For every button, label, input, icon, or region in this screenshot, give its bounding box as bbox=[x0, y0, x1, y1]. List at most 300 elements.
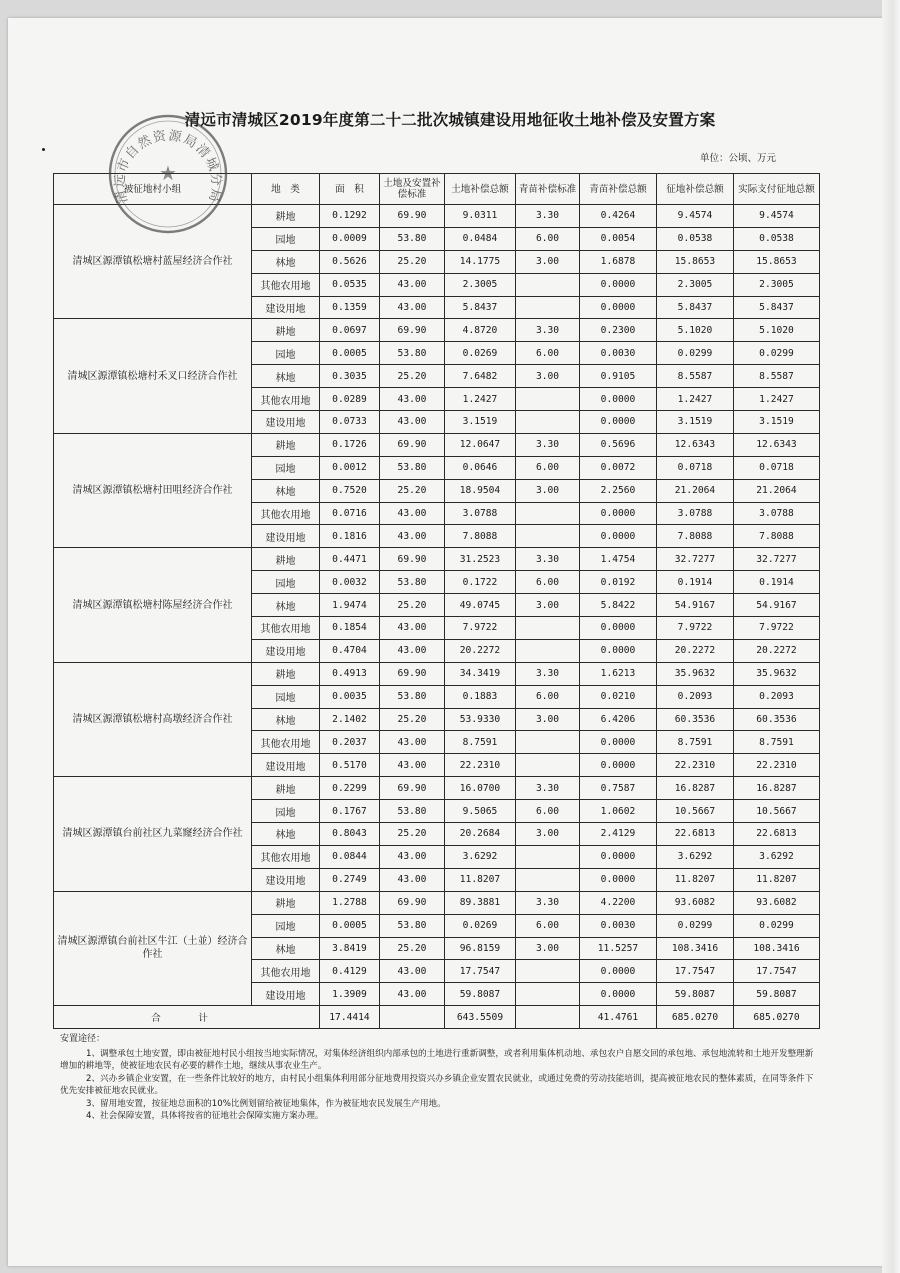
actual-total-cell: 22.6813 bbox=[734, 823, 820, 846]
area-cell: 0.5626 bbox=[320, 250, 380, 273]
land-total-cell: 7.9722 bbox=[445, 617, 516, 640]
standard-cell: 53.80 bbox=[380, 456, 445, 479]
land-type-cell: 园地 bbox=[252, 227, 320, 250]
land-type-cell: 耕地 bbox=[252, 662, 320, 685]
standard-cell: 43.00 bbox=[380, 388, 445, 411]
crop-standard-cell bbox=[516, 960, 580, 983]
crop-total-cell: 0.0000 bbox=[580, 731, 657, 754]
total-area: 17.4414 bbox=[320, 1006, 380, 1029]
standard-cell: 25.20 bbox=[380, 365, 445, 388]
crop-standard-cell: 3.00 bbox=[516, 937, 580, 960]
total-actual: 685.0270 bbox=[734, 1006, 820, 1029]
crop-total-cell: 1.0602 bbox=[580, 800, 657, 823]
crop-standard-cell: 3.00 bbox=[516, 708, 580, 731]
crop-total-cell: 0.0054 bbox=[580, 227, 657, 250]
actual-total-cell: 5.8437 bbox=[734, 296, 820, 319]
seal-star-icon: ★ bbox=[159, 161, 177, 185]
expropriation-total-cell: 8.5587 bbox=[657, 365, 734, 388]
crop-standard-cell bbox=[516, 731, 580, 754]
standard-cell: 25.20 bbox=[380, 250, 445, 273]
standard-cell: 69.90 bbox=[380, 891, 445, 914]
table-header-row bbox=[54, 174, 820, 205]
crop-standard-cell: 3.30 bbox=[516, 205, 580, 228]
actual-total-cell: 0.0538 bbox=[734, 227, 820, 250]
table-row bbox=[54, 319, 820, 342]
crop-total-cell: 0.0192 bbox=[580, 571, 657, 594]
crop-total-cell: 0.0000 bbox=[580, 754, 657, 777]
area-cell: 0.2299 bbox=[320, 777, 380, 800]
table-row bbox=[54, 662, 820, 685]
header-land-type: 地 类 bbox=[252, 174, 320, 205]
area-cell: 0.0733 bbox=[320, 411, 380, 434]
cooperative-name: 清城区源潭镇台前社区九菜窿经济合作社 bbox=[54, 777, 252, 891]
crop-standard-cell bbox=[516, 411, 580, 434]
crop-total-cell: 0.0000 bbox=[580, 296, 657, 319]
standard-cell: 53.80 bbox=[380, 571, 445, 594]
crop-standard-cell: 3.00 bbox=[516, 365, 580, 388]
crop-standard-cell: 3.00 bbox=[516, 594, 580, 617]
expropriation-total-cell: 0.0299 bbox=[657, 342, 734, 365]
actual-total-cell: 7.8088 bbox=[734, 525, 820, 548]
crop-standard-cell: 3.30 bbox=[516, 548, 580, 571]
expropriation-total-cell: 93.6082 bbox=[657, 891, 734, 914]
crop-total-cell: 0.0000 bbox=[580, 617, 657, 640]
land-total-cell: 34.3419 bbox=[445, 662, 516, 685]
crop-total-cell: 0.0000 bbox=[580, 960, 657, 983]
crop-total-cell: 0.0030 bbox=[580, 914, 657, 937]
expropriation-total-cell: 2.3005 bbox=[657, 273, 734, 296]
crop-total-cell: 0.0000 bbox=[580, 502, 657, 525]
actual-total-cell: 21.2064 bbox=[734, 479, 820, 502]
standard-cell: 43.00 bbox=[380, 639, 445, 662]
land-type-cell: 其他农用地 bbox=[252, 273, 320, 296]
standard-cell: 69.90 bbox=[380, 777, 445, 800]
expropriation-total-cell: 3.1519 bbox=[657, 411, 734, 434]
area-cell: 1.9474 bbox=[320, 594, 380, 617]
cooperative-name: 清城区源潭镇台前社区牛江（土並）经济合作社 bbox=[54, 891, 252, 1005]
land-type-cell: 耕地 bbox=[252, 777, 320, 800]
land-total-cell: 20.2272 bbox=[445, 639, 516, 662]
crop-standard-cell: 6.00 bbox=[516, 800, 580, 823]
area-cell: 2.1402 bbox=[320, 708, 380, 731]
crop-standard-cell: 6.00 bbox=[516, 685, 580, 708]
crop-standard-cell bbox=[516, 639, 580, 662]
land-total-cell: 0.0646 bbox=[445, 456, 516, 479]
actual-total-cell: 1.2427 bbox=[734, 388, 820, 411]
land-total-cell: 8.7591 bbox=[445, 731, 516, 754]
standard-cell: 25.20 bbox=[380, 594, 445, 617]
area-cell: 0.0716 bbox=[320, 502, 380, 525]
actual-total-cell: 0.0299 bbox=[734, 342, 820, 365]
actual-total-cell: 0.0718 bbox=[734, 456, 820, 479]
scan-speck bbox=[42, 148, 45, 151]
crop-total-cell: 1.6213 bbox=[580, 662, 657, 685]
actual-total-cell: 16.8287 bbox=[734, 777, 820, 800]
land-type-cell: 林地 bbox=[252, 479, 320, 502]
actual-total-cell: 17.7547 bbox=[734, 960, 820, 983]
standard-cell: 43.00 bbox=[380, 273, 445, 296]
area-cell: 0.0697 bbox=[320, 319, 380, 342]
land-total-cell: 3.6292 bbox=[445, 845, 516, 868]
expropriation-total-cell: 11.8207 bbox=[657, 868, 734, 891]
land-type-cell: 耕地 bbox=[252, 548, 320, 571]
area-cell: 0.5170 bbox=[320, 754, 380, 777]
land-total-cell: 20.2684 bbox=[445, 823, 516, 846]
land-type-cell: 其他农用地 bbox=[252, 502, 320, 525]
actual-total-cell: 9.4574 bbox=[734, 205, 820, 228]
note-item: 2、兴办乡镇企业安置，在一些条件比较好的地方，由村民小组集体利用部分征地费用投资兴办乡镇企业安置农民就业，或通过免费的劳动技能培训，提高被征地农民的整体素质，在同等条件下优先安排被征地农民就业。 bbox=[60, 1073, 814, 1096]
land-type-cell: 耕地 bbox=[252, 433, 320, 456]
actual-total-cell: 59.8087 bbox=[734, 983, 820, 1006]
land-type-cell: 耕地 bbox=[252, 891, 320, 914]
actual-total-cell: 15.8653 bbox=[734, 250, 820, 273]
land-total-cell: 17.7547 bbox=[445, 960, 516, 983]
table-row bbox=[54, 433, 820, 456]
expropriation-total-cell: 0.0718 bbox=[657, 456, 734, 479]
standard-cell: 53.80 bbox=[380, 342, 445, 365]
note-item: 3、留用地安置，按征地总面积的10%比例划留给被征地集体，作为被征地农民发展生产用地。 bbox=[86, 1098, 446, 1109]
crop-total-cell: 0.0210 bbox=[580, 685, 657, 708]
crop-standard-cell: 3.30 bbox=[516, 777, 580, 800]
crop-total-cell: 0.0000 bbox=[580, 388, 657, 411]
land-total-cell: 22.2310 bbox=[445, 754, 516, 777]
crop-standard-cell bbox=[516, 983, 580, 1006]
actual-total-cell: 5.1020 bbox=[734, 319, 820, 342]
crop-standard-cell bbox=[516, 273, 580, 296]
expropriation-total-cell: 54.9167 bbox=[657, 594, 734, 617]
actual-total-cell: 3.1519 bbox=[734, 411, 820, 434]
actual-total-cell: 0.1914 bbox=[734, 571, 820, 594]
expropriation-total-cell: 15.8653 bbox=[657, 250, 734, 273]
area-cell: 0.0032 bbox=[320, 571, 380, 594]
land-type-cell: 林地 bbox=[252, 250, 320, 273]
area-cell: 0.0012 bbox=[320, 456, 380, 479]
actual-total-cell: 60.3536 bbox=[734, 708, 820, 731]
crop-standard-cell: 3.30 bbox=[516, 319, 580, 342]
land-type-cell: 其他农用地 bbox=[252, 845, 320, 868]
crop-total-cell: 0.0000 bbox=[580, 868, 657, 891]
expropriation-total-cell: 12.6343 bbox=[657, 433, 734, 456]
area-cell: 0.0009 bbox=[320, 227, 380, 250]
crop-standard-cell: 6.00 bbox=[516, 914, 580, 937]
crop-total-cell: 0.0072 bbox=[580, 456, 657, 479]
crop-total-cell: 0.9105 bbox=[580, 365, 657, 388]
crop-total-cell: 0.2300 bbox=[580, 319, 657, 342]
actual-total-cell: 11.8207 bbox=[734, 868, 820, 891]
land-type-cell: 建设用地 bbox=[252, 754, 320, 777]
area-cell: 0.4129 bbox=[320, 960, 380, 983]
crop-standard-cell bbox=[516, 502, 580, 525]
land-type-cell: 林地 bbox=[252, 365, 320, 388]
land-total-cell: 0.1883 bbox=[445, 685, 516, 708]
standard-cell: 43.00 bbox=[380, 868, 445, 891]
header-crop-standard: 青苗补偿标准 bbox=[516, 174, 580, 205]
area-cell: 0.1359 bbox=[320, 296, 380, 319]
crop-total-cell: 0.4264 bbox=[580, 205, 657, 228]
actual-total-cell: 32.7277 bbox=[734, 548, 820, 571]
area-cell: 0.0035 bbox=[320, 685, 380, 708]
expropriation-total-cell: 9.4574 bbox=[657, 205, 734, 228]
land-total-cell: 1.2427 bbox=[445, 388, 516, 411]
land-type-cell: 其他农用地 bbox=[252, 617, 320, 640]
crop-standard-cell: 6.00 bbox=[516, 342, 580, 365]
standard-cell: 53.80 bbox=[380, 914, 445, 937]
actual-total-cell: 3.6292 bbox=[734, 845, 820, 868]
land-total-cell: 18.9504 bbox=[445, 479, 516, 502]
area-cell: 0.7520 bbox=[320, 479, 380, 502]
land-type-cell: 建设用地 bbox=[252, 983, 320, 1006]
standard-cell: 69.90 bbox=[380, 205, 445, 228]
unit-label: 单位：公顷、万元 bbox=[700, 153, 777, 164]
actual-total-cell: 93.6082 bbox=[734, 891, 820, 914]
land-total-cell: 4.8720 bbox=[445, 319, 516, 342]
scan-edge bbox=[882, 0, 900, 1273]
actual-total-cell: 0.2093 bbox=[734, 685, 820, 708]
crop-total-cell: 0.7587 bbox=[580, 777, 657, 800]
total-row bbox=[54, 1006, 820, 1029]
land-total-cell: 11.8207 bbox=[445, 868, 516, 891]
standard-cell: 43.00 bbox=[380, 960, 445, 983]
land-type-cell: 林地 bbox=[252, 823, 320, 846]
standard-cell: 43.00 bbox=[380, 731, 445, 754]
header-expropriation-total: 征地补偿总额 bbox=[657, 174, 734, 205]
area-cell: 0.8043 bbox=[320, 823, 380, 846]
expropriation-total-cell: 1.2427 bbox=[657, 388, 734, 411]
land-type-cell: 园地 bbox=[252, 800, 320, 823]
crop-standard-cell bbox=[516, 296, 580, 319]
land-total-cell: 3.1519 bbox=[445, 411, 516, 434]
land-type-cell: 建设用地 bbox=[252, 868, 320, 891]
expropriation-total-cell: 3.0788 bbox=[657, 502, 734, 525]
standard-cell: 43.00 bbox=[380, 296, 445, 319]
cooperative-name: 清城区源潭镇松塘村蓝屋经济合作社 bbox=[54, 205, 252, 319]
header-standard: 土地及安置补偿标准 bbox=[380, 174, 445, 205]
expropriation-total-cell: 0.2093 bbox=[657, 685, 734, 708]
note-item: 4、社会保障安置，具体将按省的征地社会保障实施方案办理。 bbox=[86, 1111, 324, 1121]
note-item: 1、调整承包土地安置，即由被征地村民小组按当地实际情况，对集体经济组织内部承包的土地进行重新调整，或者利用集体机动地、承包农户自愿交回的承包地、承包地流转和土地开发整理新增加的耕地等，使被征地农民有必要的耕作土地，继续从事农业生产。 bbox=[60, 1048, 814, 1071]
area-cell: 0.0535 bbox=[320, 273, 380, 296]
area-cell: 0.0005 bbox=[320, 342, 380, 365]
cooperative-name: 清城区源潭镇松塘村高墩经济合作社 bbox=[54, 662, 252, 776]
header-group: 被征地村小组 bbox=[54, 174, 252, 205]
area-cell: 0.0844 bbox=[320, 845, 380, 868]
land-total-cell: 0.1722 bbox=[445, 571, 516, 594]
cooperative-name: 清城区源潭镇松塘村禾叉口经济合作社 bbox=[54, 319, 252, 433]
cooperative-name: 清城区源潭镇松塘村田咀经济合作社 bbox=[54, 433, 252, 547]
header-crop-total: 青苗补偿总额 bbox=[580, 174, 657, 205]
area-cell: 0.4913 bbox=[320, 662, 380, 685]
expropriation-total-cell: 0.0538 bbox=[657, 227, 734, 250]
crop-standard-cell: 3.30 bbox=[516, 662, 580, 685]
crop-total-cell: 0.0000 bbox=[580, 983, 657, 1006]
crop-total-cell: 0.0000 bbox=[580, 639, 657, 662]
land-type-cell: 其他农用地 bbox=[252, 388, 320, 411]
header-land-total: 土地补偿总额 bbox=[445, 174, 516, 205]
table-row bbox=[54, 205, 820, 228]
expropriation-total-cell: 3.6292 bbox=[657, 845, 734, 868]
land-type-cell: 园地 bbox=[252, 685, 320, 708]
crop-total-cell: 6.4206 bbox=[580, 708, 657, 731]
standard-cell: 69.90 bbox=[380, 662, 445, 685]
area-cell: 3.8419 bbox=[320, 937, 380, 960]
standard-cell: 43.00 bbox=[380, 983, 445, 1006]
standard-cell: 53.80 bbox=[380, 800, 445, 823]
area-cell: 0.1767 bbox=[320, 800, 380, 823]
land-total-cell: 0.0269 bbox=[445, 342, 516, 365]
actual-total-cell: 0.0299 bbox=[734, 914, 820, 937]
land-type-cell: 建设用地 bbox=[252, 411, 320, 434]
area-cell: 0.1726 bbox=[320, 433, 380, 456]
actual-total-cell: 7.9722 bbox=[734, 617, 820, 640]
area-cell: 1.3909 bbox=[320, 983, 380, 1006]
expropriation-total-cell: 59.8087 bbox=[657, 983, 734, 1006]
resettlement-notes bbox=[60, 1033, 820, 1123]
expropriation-total-cell: 0.1914 bbox=[657, 571, 734, 594]
expropriation-total-cell: 60.3536 bbox=[657, 708, 734, 731]
area-cell: 0.0005 bbox=[320, 914, 380, 937]
area-cell: 0.2749 bbox=[320, 868, 380, 891]
land-type-cell: 其他农用地 bbox=[252, 731, 320, 754]
crop-total-cell: 0.5696 bbox=[580, 433, 657, 456]
table-row bbox=[54, 777, 820, 800]
expropriation-total-cell: 10.5667 bbox=[657, 800, 734, 823]
area-cell: 0.1292 bbox=[320, 205, 380, 228]
land-total-cell: 7.6482 bbox=[445, 365, 516, 388]
land-total-cell: 53.9330 bbox=[445, 708, 516, 731]
area-cell: 1.2788 bbox=[320, 891, 380, 914]
land-total-cell: 14.1775 bbox=[445, 250, 516, 273]
notes-heading: 安置途径： bbox=[60, 1034, 106, 1044]
expropriation-total-cell: 21.2064 bbox=[657, 479, 734, 502]
expropriation-total-cell: 17.7547 bbox=[657, 960, 734, 983]
crop-standard-cell bbox=[516, 845, 580, 868]
crop-total-cell: 4.2200 bbox=[580, 891, 657, 914]
land-total-cell: 9.5065 bbox=[445, 800, 516, 823]
crop-standard-cell bbox=[516, 868, 580, 891]
actual-total-cell: 10.5667 bbox=[734, 800, 820, 823]
crop-standard-cell: 6.00 bbox=[516, 227, 580, 250]
actual-total-cell: 8.5587 bbox=[734, 365, 820, 388]
land-type-cell: 耕地 bbox=[252, 205, 320, 228]
expropriation-total-cell: 8.7591 bbox=[657, 731, 734, 754]
table-body bbox=[54, 205, 820, 1006]
expropriation-total-cell: 5.1020 bbox=[657, 319, 734, 342]
land-total-cell: 0.0269 bbox=[445, 914, 516, 937]
total-crop: 41.4761 bbox=[580, 1006, 657, 1029]
total-label: 合 计 bbox=[54, 1006, 320, 1029]
land-type-cell: 园地 bbox=[252, 456, 320, 479]
expropriation-total-cell: 32.7277 bbox=[657, 548, 734, 571]
area-cell: 0.1816 bbox=[320, 525, 380, 548]
crop-standard-cell: 3.30 bbox=[516, 433, 580, 456]
land-total-cell: 96.8159 bbox=[445, 937, 516, 960]
actual-total-cell: 108.3416 bbox=[734, 937, 820, 960]
expropriation-total-cell: 35.9632 bbox=[657, 662, 734, 685]
area-cell: 0.2037 bbox=[320, 731, 380, 754]
standard-cell: 69.90 bbox=[380, 319, 445, 342]
land-total-cell: 2.3005 bbox=[445, 273, 516, 296]
land-total-cell: 12.0647 bbox=[445, 433, 516, 456]
standard-cell: 25.20 bbox=[380, 937, 445, 960]
standard-cell: 43.00 bbox=[380, 754, 445, 777]
land-type-cell: 园地 bbox=[252, 342, 320, 365]
table-row bbox=[54, 548, 820, 571]
land-type-cell: 耕地 bbox=[252, 319, 320, 342]
seal-text: 清远市自然资源局清城分局 bbox=[112, 128, 224, 205]
land-total-cell: 49.0745 bbox=[445, 594, 516, 617]
standard-cell: 43.00 bbox=[380, 411, 445, 434]
area-cell: 0.0289 bbox=[320, 388, 380, 411]
crop-total-cell: 1.4754 bbox=[580, 548, 657, 571]
standard-cell: 25.20 bbox=[380, 708, 445, 731]
crop-total-cell: 0.0000 bbox=[580, 411, 657, 434]
total-expropriation: 685.0270 bbox=[657, 1006, 734, 1029]
total-standard bbox=[380, 1006, 445, 1029]
crop-total-cell: 0.0000 bbox=[580, 845, 657, 868]
standard-cell: 53.80 bbox=[380, 685, 445, 708]
land-type-cell: 林地 bbox=[252, 937, 320, 960]
expropriation-total-cell: 7.9722 bbox=[657, 617, 734, 640]
crop-standard-cell bbox=[516, 388, 580, 411]
compensation-table bbox=[53, 173, 820, 1029]
area-cell: 0.4704 bbox=[320, 639, 380, 662]
crop-standard-cell: 6.00 bbox=[516, 456, 580, 479]
land-type-cell: 园地 bbox=[252, 571, 320, 594]
header-area: 面 积 bbox=[320, 174, 380, 205]
land-type-cell: 林地 bbox=[252, 594, 320, 617]
actual-total-cell: 35.9632 bbox=[734, 662, 820, 685]
expropriation-total-cell: 16.8287 bbox=[657, 777, 734, 800]
actual-total-cell: 54.9167 bbox=[734, 594, 820, 617]
crop-standard-cell bbox=[516, 754, 580, 777]
actual-total-cell: 22.2310 bbox=[734, 754, 820, 777]
area-cell: 0.3035 bbox=[320, 365, 380, 388]
standard-cell: 69.90 bbox=[380, 433, 445, 456]
land-total-cell: 9.0311 bbox=[445, 205, 516, 228]
crop-total-cell: 0.0030 bbox=[580, 342, 657, 365]
actual-total-cell: 8.7591 bbox=[734, 731, 820, 754]
standard-cell: 43.00 bbox=[380, 845, 445, 868]
actual-total-cell: 3.0788 bbox=[734, 502, 820, 525]
standard-cell: 43.00 bbox=[380, 525, 445, 548]
land-type-cell: 园地 bbox=[252, 914, 320, 937]
standard-cell: 25.20 bbox=[380, 479, 445, 502]
land-type-cell: 建设用地 bbox=[252, 639, 320, 662]
crop-standard-cell: 6.00 bbox=[516, 571, 580, 594]
standard-cell: 53.80 bbox=[380, 227, 445, 250]
crop-standard-cell: 3.30 bbox=[516, 891, 580, 914]
land-total-cell: 3.0788 bbox=[445, 502, 516, 525]
crop-standard-cell: 3.00 bbox=[516, 250, 580, 273]
crop-total-cell: 2.4129 bbox=[580, 823, 657, 846]
expropriation-total-cell: 20.2272 bbox=[657, 639, 734, 662]
crop-standard-cell bbox=[516, 617, 580, 640]
standard-cell: 43.00 bbox=[380, 617, 445, 640]
actual-total-cell: 2.3005 bbox=[734, 273, 820, 296]
cooperative-name: 清城区源潭镇松塘村陈屋经济合作社 bbox=[54, 548, 252, 662]
standard-cell: 25.20 bbox=[380, 823, 445, 846]
land-total-cell: 16.0700 bbox=[445, 777, 516, 800]
crop-total-cell: 11.5257 bbox=[580, 937, 657, 960]
expropriation-total-cell: 108.3416 bbox=[657, 937, 734, 960]
expropriation-total-cell: 7.8088 bbox=[657, 525, 734, 548]
crop-standard-cell bbox=[516, 525, 580, 548]
expropriation-total-cell: 22.6813 bbox=[657, 823, 734, 846]
header-actual-total: 实际支付征地总额 bbox=[734, 174, 820, 205]
land-total-cell: 59.8087 bbox=[445, 983, 516, 1006]
crop-total-cell: 0.0000 bbox=[580, 273, 657, 296]
land-type-cell: 建设用地 bbox=[252, 525, 320, 548]
